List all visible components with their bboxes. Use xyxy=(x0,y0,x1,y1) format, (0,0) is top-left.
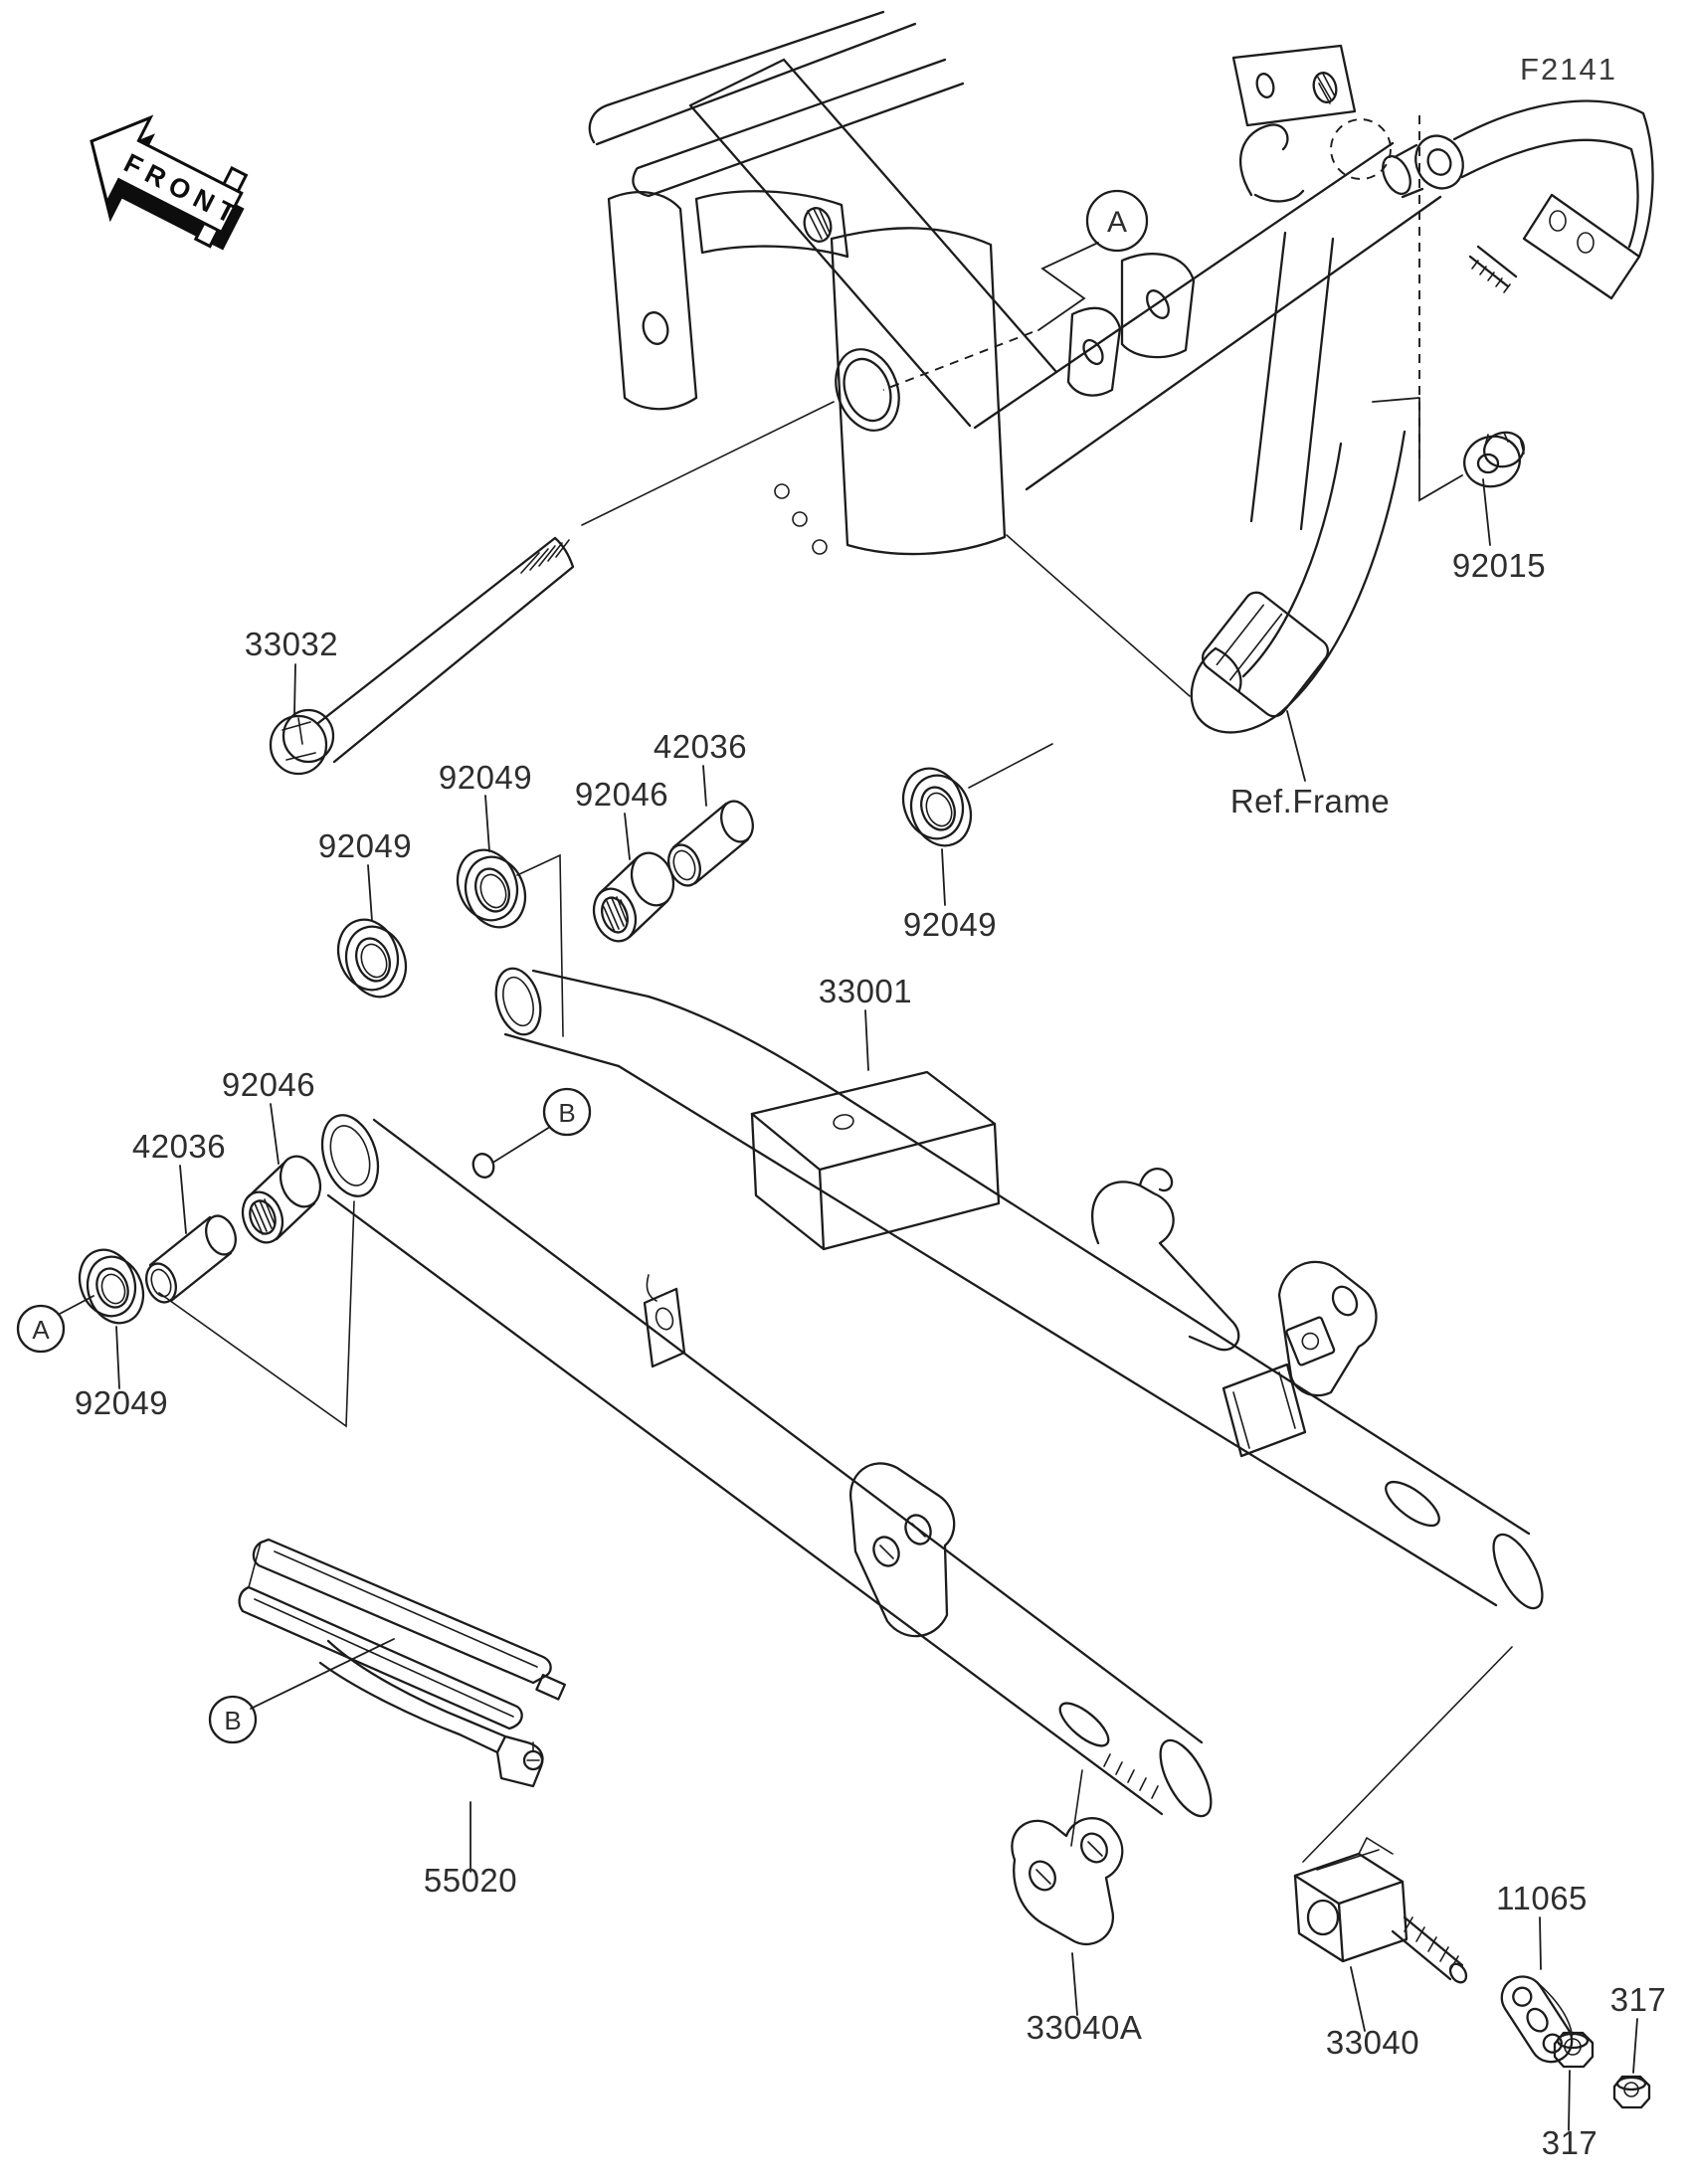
oil-seal-number: 92049 xyxy=(902,906,998,943)
sleeve-number: 42036 xyxy=(653,728,748,765)
oil-seal-number: 92049 xyxy=(438,759,533,796)
chain-adjuster-inner-number: 33040A xyxy=(1026,2009,1143,2046)
pivot-shaft-number: 33032 xyxy=(244,626,339,662)
oil-seal-upper-mid xyxy=(448,841,534,935)
chain-adjuster-number: 33040 xyxy=(1325,2024,1420,2061)
bushing-number: 92046 xyxy=(574,776,669,813)
chain-guide-number: 55020 xyxy=(423,1862,518,1899)
callout-a-left xyxy=(18,1296,94,1352)
bushing-number: 92046 xyxy=(221,1066,316,1103)
hex-nut-number: 317 xyxy=(1609,1981,1667,2018)
frame-reference-drawing xyxy=(590,12,1653,732)
callout-b-bottom-label: B xyxy=(224,1706,242,1735)
chain-guide-55020 xyxy=(240,1540,565,1786)
label-92049-upper-left xyxy=(318,827,412,921)
label-33001 xyxy=(819,973,912,1070)
oil-seal-upper-left xyxy=(328,911,415,1004)
flanged-nut-number: 92015 xyxy=(1451,547,1547,584)
oil-seal-upper-right xyxy=(893,744,1052,854)
pivot-shaft-33032 xyxy=(271,402,834,774)
label-33032 xyxy=(245,626,338,714)
sleeve-number: 42036 xyxy=(131,1128,227,1165)
label-92046-lower xyxy=(222,1066,315,1164)
label-92049-upper-mid xyxy=(439,759,532,851)
front-direction-arrow xyxy=(65,98,263,270)
label-55020 xyxy=(424,1802,517,1899)
front-arrow-label: FRONT xyxy=(118,147,247,233)
needle-bushing-upper xyxy=(587,847,680,947)
callout-b-middle-label: B xyxy=(558,1098,576,1128)
label-33040 xyxy=(1326,1967,1419,2061)
hex-nut-317-right xyxy=(1614,2077,1649,2107)
label-317-bottom xyxy=(1542,2071,1598,2161)
needle-bushing-lower xyxy=(236,1151,326,1248)
swingarm-number: 33001 xyxy=(818,973,913,1009)
chain-adjuster-33040 xyxy=(1295,1647,1512,1985)
callout-a-top-label: A xyxy=(1106,206,1128,239)
sleeve-lower xyxy=(141,1211,241,1306)
sleeve-upper xyxy=(663,797,759,890)
oil-seal-number: 92049 xyxy=(317,827,413,864)
adjuster-plate-number: 11065 xyxy=(1496,1880,1588,1916)
oil-seal-number: 92049 xyxy=(74,1384,169,1421)
phantom-detail-circle xyxy=(1331,119,1391,179)
label-92049-upper-right xyxy=(903,849,997,943)
callout-b-middle xyxy=(494,1089,590,1162)
label-92015 xyxy=(1452,479,1546,584)
figure-code: F2141 xyxy=(1520,52,1617,87)
label-92046-upper xyxy=(575,776,668,859)
oil-seal-lower xyxy=(71,1242,152,1331)
label-11065 xyxy=(1496,1880,1588,1969)
label-317-right xyxy=(1610,1981,1667,2073)
flanged-nut-92015 xyxy=(1373,398,1528,500)
chain-adjuster-inner-33040A xyxy=(1012,1770,1122,1944)
callout-a-left-label: A xyxy=(32,1315,50,1345)
label-92049-lower xyxy=(75,1327,168,1421)
ref-frame-note: Ref.Frame xyxy=(1229,783,1391,819)
label-33040A xyxy=(1027,1953,1143,2046)
hex-nut-number: 317 xyxy=(1541,2124,1598,2161)
callout-a-top xyxy=(883,191,1147,390)
